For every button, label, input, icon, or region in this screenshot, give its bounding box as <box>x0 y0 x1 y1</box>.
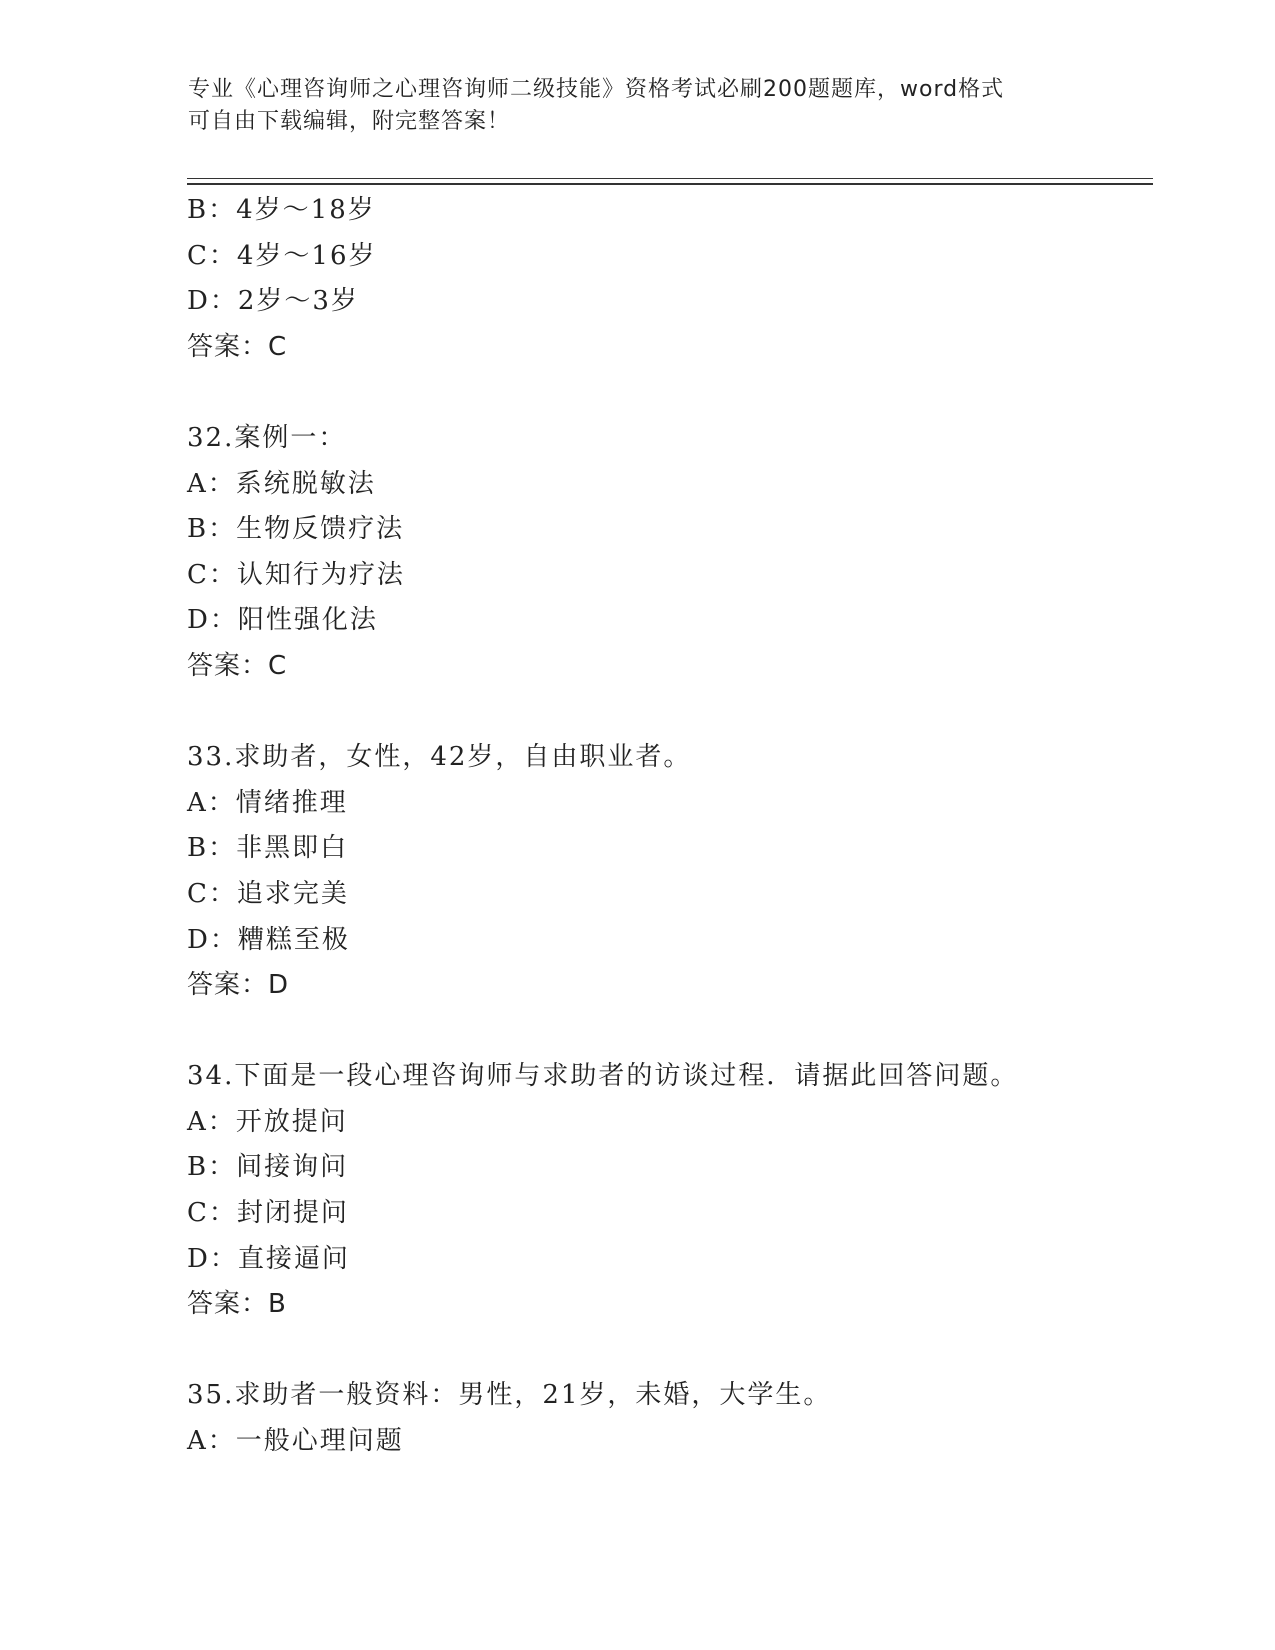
spacer <box>187 1009 1147 1055</box>
question-stem: 35.求助者一般资料：男性，21岁，未婚，大学生。 <box>187 1380 832 1411</box>
spacer <box>187 1328 1147 1374</box>
option-a: A：开放提问 <box>187 1106 348 1137</box>
answer-line: 答案：D <box>187 970 290 1001</box>
header-divider-thick <box>187 183 1153 185</box>
option-c: C：封闭提问 <box>187 1198 349 1229</box>
question-stem: 34.下面是一段心理咨询师与求助者的访谈过程．请据此回答问题。 <box>187 1061 1019 1092</box>
spacer <box>187 690 1147 736</box>
option-a: A：情绪推理 <box>187 787 348 818</box>
answer-line: 答案：C <box>187 650 288 681</box>
header-title-line-1: 专业《心理咨询师之心理咨询师二级技能》资格考试必刷200题题库，word格式 <box>188 77 1005 102</box>
option-c: C：4岁～16岁 <box>187 240 377 271</box>
option-c: C：追求完美 <box>187 878 349 909</box>
option-b: B：4岁～18岁 <box>187 195 376 225</box>
option-c: C：认知行为疗法 <box>187 559 405 590</box>
option-a: A：系统脱敏法 <box>187 468 376 499</box>
header-title-line-2: 可自由下载编辑，附完整答案！ <box>188 109 511 134</box>
option-d: D：2岁～3岁 <box>187 286 359 317</box>
option-d: D：阳性强化法 <box>187 605 378 636</box>
option-b: B：非黑即白 <box>187 833 349 864</box>
option-d: D：糟糕至极 <box>187 924 350 955</box>
question-block-31 <box>187 188 1147 370</box>
option-b: B：生物反馈疗法 <box>187 514 405 545</box>
header-divider-thin <box>187 178 1153 179</box>
question-block-32 <box>187 416 1147 690</box>
document-header <box>188 74 1068 138</box>
option-b: B：间接询问 <box>187 1152 349 1183</box>
option-d: D：直接逼问 <box>187 1243 350 1274</box>
question-block-33 <box>187 735 1147 1009</box>
spacer <box>187 370 1147 416</box>
question-stem: 33.求助者，女性，42岁，自由职业者。 <box>187 742 692 773</box>
question-stem: 32.案例一： <box>187 422 347 453</box>
answer-line: 答案：B <box>187 1289 287 1320</box>
question-block-34 <box>187 1054 1147 1328</box>
question-list <box>187 188 1147 1465</box>
question-block-35 <box>187 1373 1147 1464</box>
answer-line: 答案：C <box>187 331 288 362</box>
option-a: A：一般心理问题 <box>187 1426 404 1457</box>
